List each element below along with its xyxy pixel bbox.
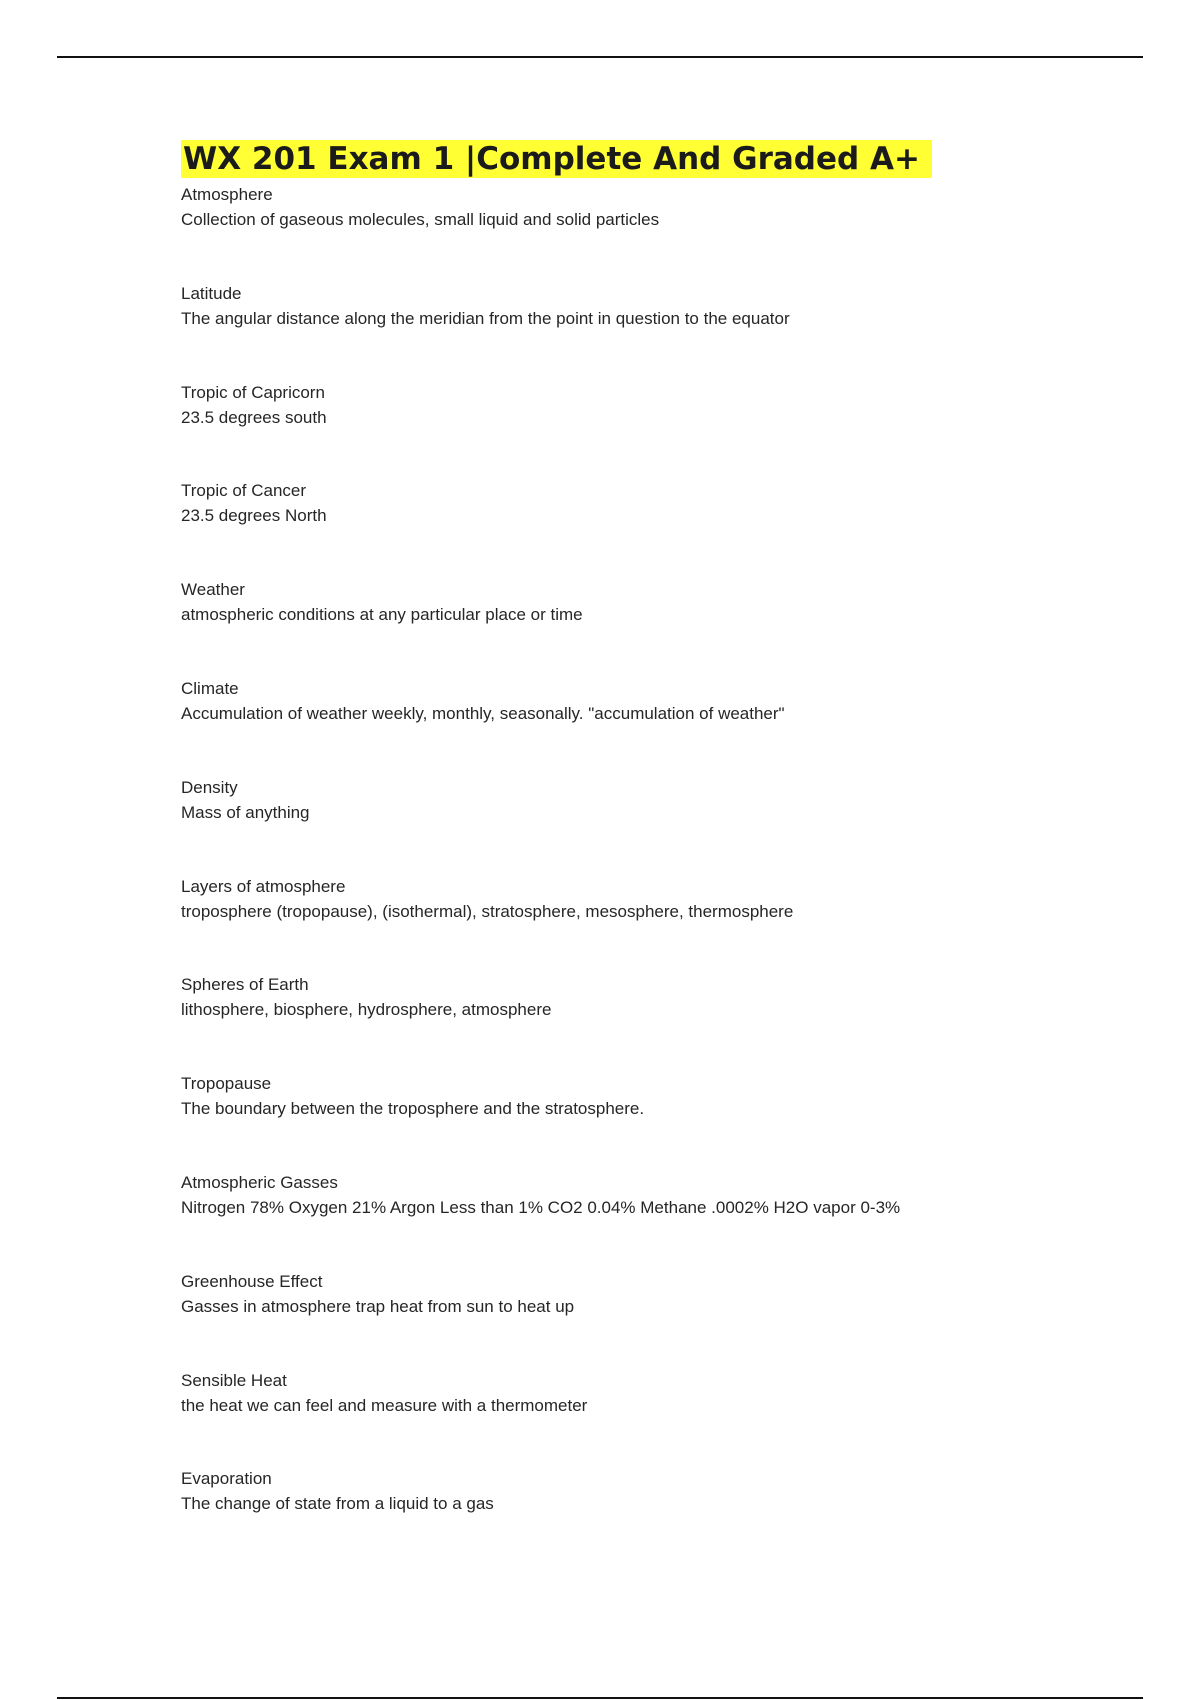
definition: 23.5 degrees North [181, 506, 327, 526]
definition: the heat we can feel and measure with a thermometer [181, 1395, 588, 1415]
term: Latitude [181, 283, 242, 303]
term: Density [181, 777, 238, 797]
list-item [181, 577, 1161, 676]
bottom-page-rule [57, 1697, 1143, 1699]
term: Atmosphere [181, 185, 273, 204]
term: Evaporation [181, 1469, 272, 1489]
definition: Mass of anything [181, 802, 310, 822]
document-title: WX 201 Exam 1 |Complete And Graded A+ [181, 140, 932, 178]
list-item [181, 676, 1161, 775]
term: Sensible Heat [181, 1370, 287, 1390]
definition: lithosphere, biosphere, hydrosphere, atmosphere [181, 1000, 552, 1020]
list-item [181, 972, 1161, 1071]
term: Tropic of Cancer [181, 481, 307, 501]
list-item [181, 1466, 1161, 1565]
list-item [181, 380, 1161, 479]
definition: The angular distance along the meridian from the point in question to the equator [181, 308, 790, 328]
definition: The boundary between the troposphere and the stratosphere. [181, 1099, 645, 1119]
list-item [181, 1269, 1161, 1368]
top-page-rule [57, 56, 1143, 58]
definition: Accumulation of weather weekly, monthly, seasonally. "accumulation of weather" [181, 703, 785, 723]
definition: Collection of gaseous molecules, small liquid and solid particles [181, 210, 660, 229]
term-list [181, 182, 1161, 1565]
term: Greenhouse Effect [181, 1271, 323, 1291]
term: Tropic of Capricorn [181, 382, 325, 402]
list-item [181, 478, 1161, 577]
list-item [181, 874, 1161, 973]
list-item [181, 281, 1161, 380]
term: Climate [181, 678, 239, 698]
definition: atmospheric conditions at any particular place or time [181, 605, 583, 625]
definition: 23.5 degrees south [181, 407, 327, 427]
definition: Gasses in atmosphere trap heat from sun to heat up [181, 1296, 575, 1316]
list-item [181, 1071, 1161, 1170]
definition: Nitrogen 78% Oxygen 21% Argon Less than 1% CO2 0.04% Methane .0002% H2O vapor 0-3% [181, 1197, 901, 1217]
term: Atmospheric Gasses [181, 1172, 338, 1192]
list-item [181, 775, 1161, 874]
document-body [181, 140, 1161, 1565]
term: Spheres of Earth [181, 975, 309, 995]
term: Weather [181, 580, 245, 600]
list-item [181, 1170, 1161, 1269]
term: Tropopause [181, 1074, 272, 1094]
definition: The change of state from a liquid to a gas [181, 1494, 494, 1514]
definition: troposphere (tropopause), (isothermal), stratosphere, mesosphere, thermosphere [181, 901, 794, 921]
list-item [181, 1368, 1161, 1467]
list-item [181, 182, 1161, 281]
term: Layers of atmosphere [181, 876, 346, 896]
